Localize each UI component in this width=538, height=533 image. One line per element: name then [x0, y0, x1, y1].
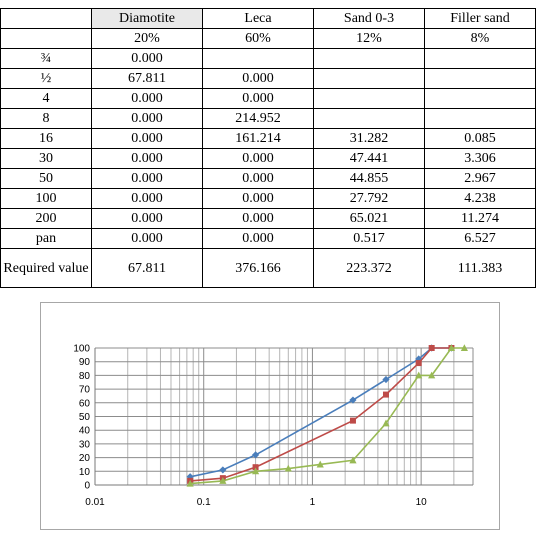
- y-tick-label: 40: [78, 425, 90, 437]
- table-cell: 0.000: [92, 109, 203, 129]
- series-line-3: [190, 348, 464, 484]
- table-row: [1, 189, 536, 209]
- table-cell: 0.000: [92, 169, 203, 189]
- table-cell: 44.855: [314, 169, 425, 189]
- table-cell: 0.000: [203, 89, 314, 109]
- required-value-label: Required value: [1, 249, 92, 288]
- sieve-label: 100: [1, 189, 92, 209]
- table-cell: 0.517: [314, 229, 425, 249]
- table-row: [1, 89, 536, 109]
- table-cell: 11.274: [425, 209, 536, 229]
- table-cell: 0.000: [203, 189, 314, 209]
- sieve-label: 30: [1, 149, 92, 169]
- table-cell: 31.282: [314, 129, 425, 149]
- table-row: [1, 49, 536, 69]
- sieve-label: pan: [1, 229, 92, 249]
- table-cell: [314, 109, 425, 129]
- header-leca: Leca: [203, 9, 314, 29]
- table-row: [1, 109, 536, 129]
- table-cell: 214.952: [203, 109, 314, 129]
- table-cell: [425, 109, 536, 129]
- table-cell: 0.000: [92, 209, 203, 229]
- required-value-cell: 111.383: [425, 249, 536, 288]
- y-tick-label: 60: [78, 398, 90, 410]
- x-tick-label: 0.01: [85, 497, 105, 508]
- sieve-table: [0, 8, 536, 288]
- table-row: [1, 149, 536, 169]
- y-tick-label: 0: [84, 480, 90, 492]
- y-tick-label: 50: [78, 412, 90, 423]
- percentage-cell: 12%: [314, 29, 425, 49]
- table-cell: 0.000: [203, 69, 314, 89]
- y-tick-label: 90: [78, 357, 90, 369]
- header-blank: [1, 9, 92, 29]
- header-filler-sand: Filler sand: [425, 9, 536, 29]
- required-value-cell: 376.166: [203, 249, 314, 288]
- table-cell: 67.811: [92, 69, 203, 89]
- table-cell: 47.441: [314, 149, 425, 169]
- table-row: [1, 209, 536, 229]
- x-tick-label: 10: [415, 497, 427, 508]
- table-row: [1, 129, 536, 149]
- table-cell: 0.000: [92, 229, 203, 249]
- percentage-row: [1, 29, 536, 49]
- table-cell: 0.000: [203, 169, 314, 189]
- sieve-label: 4: [1, 89, 92, 109]
- table-cell: 65.021: [314, 209, 425, 229]
- sieve-label: 16: [1, 129, 92, 149]
- table-cell: 0.000: [203, 149, 314, 169]
- table-cell: 0.000: [92, 149, 203, 169]
- y-tick-label: 10: [78, 466, 90, 478]
- table-cell: 3.306: [425, 149, 536, 169]
- table-cell: [314, 69, 425, 89]
- required-value-cell: 67.811: [92, 249, 203, 288]
- required-value-row: [1, 249, 536, 288]
- series-line-2: [190, 348, 451, 481]
- data-point: [416, 360, 422, 366]
- table-cell: 0.000: [92, 89, 203, 109]
- required-value-cell: 223.372: [314, 249, 425, 288]
- data-point: [429, 345, 435, 351]
- table-cell: [314, 89, 425, 109]
- table-cell: 27.792: [314, 189, 425, 209]
- y-tick-label: 80: [78, 370, 90, 382]
- table-cell: [314, 49, 425, 69]
- table-cell: [425, 69, 536, 89]
- table-cell: [425, 49, 536, 69]
- data-point: [219, 466, 226, 473]
- y-tick-label: 20: [78, 453, 90, 465]
- x-tick-label: 1: [309, 497, 316, 508]
- table-cell: 4.238: [425, 189, 536, 209]
- sieve-label: ½: [1, 69, 92, 89]
- table-cell: 0.000: [203, 209, 314, 229]
- y-tick-label: 100: [73, 343, 90, 355]
- table-cell: 0.000: [92, 189, 203, 209]
- data-point: [350, 418, 356, 424]
- header-sand: Sand 0-3: [314, 9, 425, 29]
- gradation-chart-svg: [41, 303, 499, 529]
- table-cell: 0.000: [203, 229, 314, 249]
- sieve-label: 50: [1, 169, 92, 189]
- sieve-label: ¾: [1, 49, 92, 69]
- gradation-chart: [40, 302, 500, 530]
- percentage-cell: 20%: [92, 29, 203, 49]
- table-cell: 161.214: [203, 129, 314, 149]
- table-cell: 0.000: [92, 129, 203, 149]
- table-row: [1, 169, 536, 189]
- x-tick-label: 0.1: [196, 497, 211, 508]
- table-row: [1, 229, 536, 249]
- data-point: [383, 392, 389, 398]
- table-cell: 0.000: [92, 49, 203, 69]
- y-tick-label: 30: [78, 439, 90, 451]
- percentage-blank: [1, 29, 92, 49]
- percentage-cell: 60%: [203, 29, 314, 49]
- table-cell: 2.967: [425, 169, 536, 189]
- table-row: [1, 69, 536, 89]
- sieve-label: 8: [1, 109, 92, 129]
- table-cell: [425, 89, 536, 109]
- header-diamotite: Diamotite: [92, 9, 203, 29]
- header-row: [1, 9, 536, 29]
- table-cell: 6.527: [425, 229, 536, 249]
- y-tick-label: 70: [78, 384, 90, 396]
- table-cell: [203, 49, 314, 69]
- table-cell: 0.085: [425, 129, 536, 149]
- sieve-label: 200: [1, 209, 92, 229]
- percentage-cell: 8%: [425, 29, 536, 49]
